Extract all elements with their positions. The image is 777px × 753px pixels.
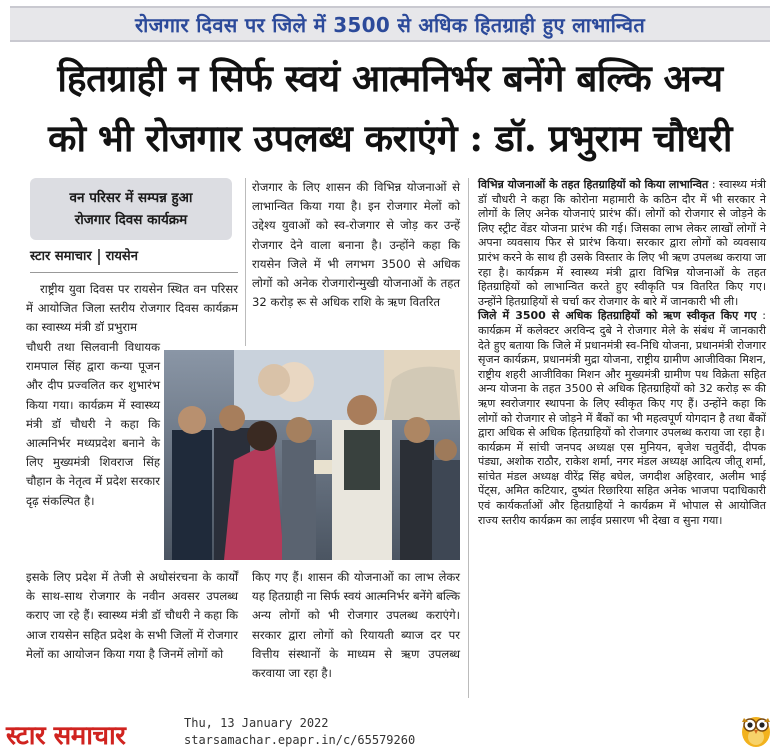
headline-line-2: को भी रोजगार उपलब्ध कराएंगे : डॉ. प्रभुराम चौधरी <box>48 116 732 160</box>
subheading-line-1: वन परिसर में सम्पन्न हुआ <box>69 190 193 206</box>
headline-line-1: हितग्राही न सिर्फ स्वयं आत्मनिर्भर बनेंगे बल्कि अन्य <box>57 56 723 100</box>
edition-date: Thu, 13 January 2022 <box>184 716 329 730</box>
headline <box>12 48 768 168</box>
banner-text: रोजगार दिवस पर जिले में 3500 से अधिक हितग्राही हुए लाभान्वित <box>134 12 646 37</box>
col1-para-top: राष्ट्रीय युवा दिवस पर रायसेन स्थित वन परिसर में आयोजित जिला स्तरीय रोजगार दिवस कार्यक्रम का स्वास्थ्य मंत्री डॉ प्रभुराम <box>26 282 238 335</box>
column-3 <box>478 178 766 528</box>
column-divider-1 <box>245 178 246 346</box>
subheading-box <box>30 178 232 240</box>
col3-section-1 <box>478 178 766 309</box>
newspaper-logo: स्टार समाचार <box>6 721 126 751</box>
event-photo-illustration <box>164 350 460 560</box>
subheading-line-2: रोजगार दिवस कार्यक्रम <box>74 212 188 228</box>
column-1-wrap <box>26 338 160 511</box>
col2-para-top: रोजगार के लिए शासन की विभिन्न योजनाओं से लाभान्वित किया गया है। इन रोजगार मेलों को उद्देश्य युवाओं को स्व-रोजगार से जोड़ कर उन्हें रोजगार देने वाला बनाना है। उन्होंने कहा कि रायसेन जिले में भी लगभग 3500 से अधिक लोगों को अनेक रोजगारोन्मुखी योजनाओं के तहत 32 करोड़ रू से अधिक राशि के ऋण वितरित <box>252 180 460 310</box>
col3-para-2: : कार्यक्रम में कलेक्टर अरविन्द दुबे ने रोजगार मेले के संबंध में जानकारी देते हुए बताया कि जिले में प्रधानमंत्री स्व-निधि योजना, प्रधानमंत्री रोजगार सृजन कार्यक्रम, प्रधानमंत्री मुद्रा योजना, राष्ट्रीय ग्रामीण आजीविका मिशन, राष्ट्रीय शहरी आजीविका मिशन और मुख्यमंत्री ग्रामीण पथ विक्रेता सहित अन्य योजना के तहत 3500 से अधिक हितग्राहियों को 32 करोड़ रू की ऋण स्वरोजगार स्थापना के लिए स्वीकृत किए गए हैं। उन्होंने कहा कि लोगों को रोजगार से जोड़ने में बैंकों का भी महत्वपूर्ण योगदान है तथा बैंकों द्वारा अधिक से अधिक हितग्राहियों को रोजगार उपलब्ध कराया जा रहा है। <box>478 309 766 440</box>
col1-para-bottom: इसके लिए प्रदेश में तेजी से अधोसंरचना के कार्यों के साथ-साथ रोजगार के नवीन अवसर उपलब्ध कराए जा रहे हैं। स्वास्थ्य मंत्री डॉ चौधरी ने कहा कि आज रायसेन सहित प्रदेश के सभी जिलों में रोजगार मेलों का आयोजन किया गया है जिनमें लोगों को <box>26 570 238 661</box>
col3-para-1: : स्वास्थ्य मंत्री डॉ चौधरी ने कहा कि कोरोना महामारी के कठिन दौर में भी सरकार ने लोगों के लिए अनेक योजनाएं प्रारंभ कीं। लोगों को रोजगार से जोड़ने के लिए स्ट्रीट वेंडर योजना प्रारंभ की गई। जिसका लाभ लेकर लाखों लोगों ने अपना व्यवसाय फिर से प्रारंभ किया। सरकार द्वारा लोगों को व्यवसाय प्रारंभ करने के साथ ही उसके विस्तार के लिए भी ऋण उपलब्ध कराया जा रहा है। कार्यक्रम में स्वास्थ्य मंत्री द्वारा विभिन्न योजनाओं के तहत हितग्राहियों को लाभान्वित करते हुए स्वीकृति पत्र वितरित किए गए। उन्होंने हितग्राहियों से चर्चा कर रोजगार के बारे में जानकारी भी ली। <box>478 178 766 308</box>
col3-heading-2: जिले में 3500 से अधिक हितग्राहियों को ऋण स्वीकृत किए गए <box>478 309 757 323</box>
column-2-top <box>252 178 460 312</box>
byline-place: रायसेन <box>105 249 138 264</box>
top-banner <box>10 6 770 42</box>
owl-icon <box>740 710 772 752</box>
col2-para-bottom: किए गए हैं। शासन की योजनाओं का लाभ लेकर यह हितग्राही ना सिर्फ स्वयं आत्मनिर्भर बनेंगे बल्कि अन्य लोगों को भी रोजगार उपलब्ध कराएंगे। सरकार द्वारा लोगों को रियायती ब्याज दर पर वित्तीय संस्थानों के माध्यम से ऋण उपलब्ध करवाया जा रहा है। <box>252 570 460 681</box>
column-2-bottom <box>252 568 460 683</box>
event-photo <box>164 350 460 560</box>
byline <box>30 246 240 265</box>
col3-para-3: कार्यक्रम में सांची जनपद अध्यक्ष एस मुनियन, बृजेश चतुर्वेदी, दीपक पंड्या, अशोक राठौर, राकेश शर्मा, नगर मंडल अध्यक्ष आदित्य जीतू शर्मा, सांचेत मंडल अध्यक्ष वीरेंद्र सिंह बघेल, जगदीश अहिरवार, अलीम भाई पेंट्स, अमित कटियार, दुष्यंत रिछारिया सहित अनेक भाजपा पदाधिकारी एवं कार्यकर्ताओं और हितग्राहियों ने कार्यक्रम में भोपाल से आयोजित राज्य स्तरीय कार्यक्रम का लाईव प्रसारण भी देखा व सुना गया। <box>478 440 766 527</box>
column-divider-2 <box>468 178 469 698</box>
edition-url[interactable]: starsamachar.epapr.in/c/65579260 <box>184 733 416 747</box>
byline-rule <box>30 272 238 273</box>
column-1-top <box>26 280 238 338</box>
col1-para-wrap: चौधरी तथा सिलवानी विधायक रामपाल सिंह द्वारा कन्या पूजन और दीप प्रज्वलित कर शुभारंभ किया गया। कार्यक्रम में स्वास्थ्य मंत्री डॉ चौधरी ने कहा कि आत्मनिर्भर मध्यप्रदेश बनाने के लिए मुख्यमंत्री शिवराज सिंह चौहान के नेतृत्व में प्रदेश सरकार दृढ़ संकल्पित है। <box>26 340 160 508</box>
col3-section-2 <box>478 309 766 440</box>
byline-separator <box>98 249 100 265</box>
col3-heading-1: विभिन्न योजनाओं के तहत हितग्राहियों को किया लाभान्वित <box>478 178 709 191</box>
byline-source: स्टार समाचार <box>30 249 92 264</box>
column-1-bottom <box>26 568 238 664</box>
